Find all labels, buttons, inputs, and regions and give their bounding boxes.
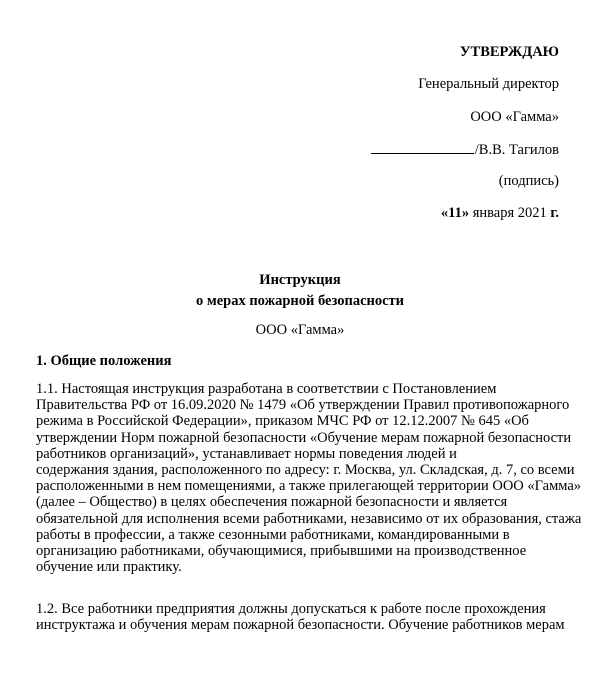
text-line: режима в Российской Федерации», приказом МЧС РФ от 12.12.2007 № 645 «Об bbox=[36, 413, 529, 430]
approval-block bbox=[371, 42, 559, 236]
title-line-2: о мерах пожарной безопасности bbox=[195, 293, 405, 309]
text-line: обучение или практику. bbox=[36, 559, 182, 576]
signature-caption: (подпись) bbox=[498, 173, 559, 190]
text-line: Правительства РФ от 16.09.2020 № 1479 «Об утверждении Правил противопожарного bbox=[36, 397, 570, 414]
text-line: обязательной для исполнения всеми работниками, независимо от их образования, стажа bbox=[36, 510, 582, 527]
text-line: работников организаций», устанавливает нормы поведения людей и bbox=[36, 445, 457, 462]
text-line: организацию работниками, обучающимися, прибывшими на производственное bbox=[36, 543, 527, 560]
text-line: 1.1. Настоящая инструкция разработана в соответствии с Постановлением bbox=[36, 381, 497, 397]
section-heading: 1. Общие положения bbox=[36, 353, 172, 369]
paragraph-1-2 bbox=[36, 601, 581, 633]
text-line: содержания здания, расположенного по адресу: г. Москва, ул. Складская, д. 7, со всеми bbox=[36, 462, 575, 479]
approver-position: Генеральный директор bbox=[418, 76, 559, 93]
approval-heading: УТВЕРЖДАЮ bbox=[459, 44, 559, 60]
document-title bbox=[0, 270, 600, 312]
signer-name: /В.В. Тагилов bbox=[474, 141, 559, 158]
paragraph-1-1 bbox=[36, 381, 581, 575]
organization-name: ООО «Гамма» bbox=[255, 322, 345, 338]
text-line: (далее – Общество) в целях обеспечения пожарной безопасности и является bbox=[36, 494, 508, 511]
text-line: работы в профессии, а также сезонными работниками, командированными в bbox=[36, 526, 510, 543]
signature-row bbox=[371, 139, 559, 171]
text-line: инструктажа и обучения мерам пожарной безопасности. Обучение работников мерам bbox=[36, 617, 565, 634]
approver-company: ООО «Гамма» bbox=[470, 108, 559, 125]
date-day: «11» bbox=[440, 205, 470, 222]
date-month-year: января 2021 bbox=[469, 205, 551, 222]
text-line: 1.2. Все работники предприятия должны допускаться к работе после прохождения bbox=[36, 601, 546, 617]
approval-date bbox=[371, 203, 559, 235]
text-line: утверждении Норм пожарной безопасности «Обучение мерам пожарной безопасности bbox=[36, 429, 572, 446]
date-suffix: г. bbox=[550, 205, 559, 222]
text-line: расположенными в нем помещениями, а также прилегающей территории ООО «Гамма» bbox=[36, 478, 582, 495]
title-line-1: Инструкция bbox=[259, 272, 341, 288]
signature-line bbox=[371, 139, 474, 154]
